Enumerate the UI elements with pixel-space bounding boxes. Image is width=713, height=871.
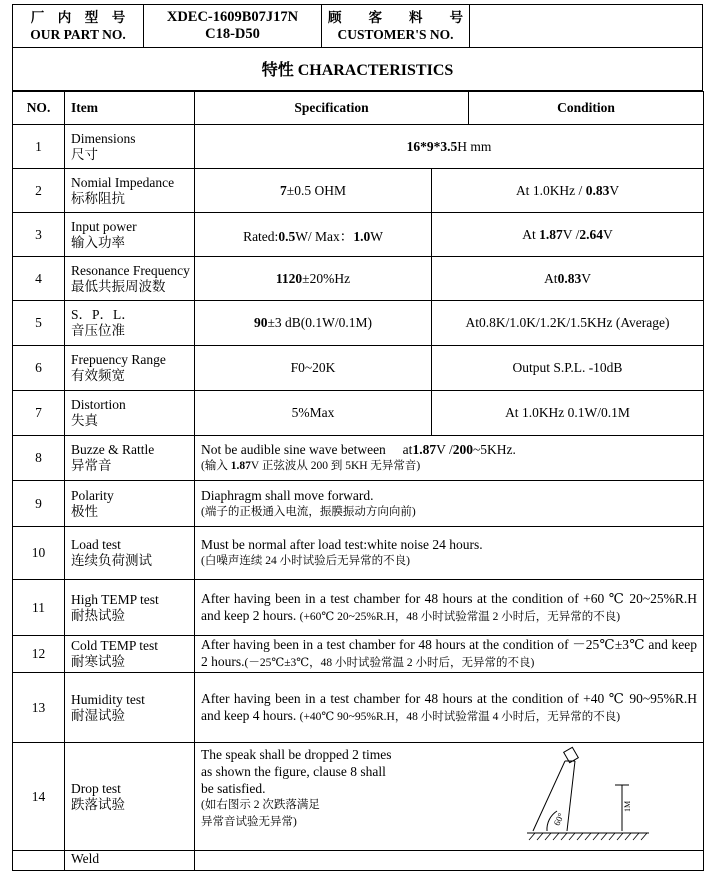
spec-text-cn: (+40℃ 90~95%R.H，48 小时试验常温 4 小时后，无异常的不良) (299, 710, 621, 723)
spec-cell (195, 125, 704, 169)
spec-text: V / (436, 442, 453, 457)
item-cn: 耐湿试验 (71, 707, 125, 723)
item-en: Load test (71, 537, 121, 552)
row-no: 5 (13, 301, 65, 346)
spec-text: Not be audible sine wave between at (201, 442, 413, 457)
table-row (13, 527, 704, 580)
table-row (13, 436, 704, 481)
spec-cell (195, 743, 704, 851)
table-row (13, 125, 704, 169)
item-en: Input power (71, 218, 137, 234)
row-no: 9 (13, 481, 65, 527)
row-no: 2 (13, 169, 65, 213)
spec-bold: 1120 (275, 270, 303, 286)
spec-line-cn: (如右图示 2 次跌落满足 (201, 799, 320, 811)
customer-label-en: CUSTOMER'S NO. (337, 27, 454, 42)
item-cell (65, 391, 195, 436)
table-row (13, 391, 704, 436)
spec-cell: F0~20K (195, 346, 432, 391)
spec-text: H mm (457, 138, 492, 154)
item-en: Polarity (71, 487, 114, 503)
spec-bold: 90 (253, 315, 268, 330)
spec-cell (195, 673, 704, 743)
part-value-line1: XDEC-1609B07J17N (166, 9, 299, 25)
our-part-no-label (13, 5, 144, 47)
cond-text: At (522, 226, 540, 242)
spec-cell (195, 636, 704, 673)
characteristics-table (12, 91, 704, 871)
col-item: Item (65, 92, 195, 125)
item-en: S．P．L． (71, 307, 135, 322)
spec-line (201, 441, 697, 458)
row-no: 8 (13, 436, 65, 481)
spec-cell (195, 527, 704, 580)
item-cn: 极性 (71, 503, 98, 519)
document-header (12, 4, 703, 48)
cond-text: V (603, 226, 613, 242)
cond-suffix: V (609, 182, 620, 198)
spec-cell (195, 481, 704, 527)
item-cell (65, 257, 195, 301)
item-cell (65, 436, 195, 481)
cond-bold: 2.64 (579, 226, 603, 242)
item-en: Drop test (71, 780, 121, 796)
spec-bold: 0.5 (278, 228, 296, 244)
item-cn: 异常音 (71, 458, 112, 473)
cond-bold: 0.83 (557, 270, 582, 286)
item-cn: 连续负荷测试 (71, 553, 152, 568)
drop-test-speaker (564, 747, 579, 762)
cond-cell (432, 213, 704, 257)
spec-text: Rated: (243, 228, 279, 244)
item-en: Resonance Frequency (71, 262, 190, 278)
item-en: Distortion (71, 397, 126, 412)
item-cn: 音压位准 (71, 323, 125, 338)
spec-bold: 1.87 (230, 460, 251, 472)
spec-cell (195, 213, 432, 257)
spec-text: After having been in a test chamber for 48 hours at the condition of +60 ℃ 20~25%R.H and keep 2 hours. (201, 590, 697, 623)
table-row (13, 580, 704, 636)
item-cell (65, 636, 195, 673)
spec-cell (195, 580, 704, 636)
drop-test-height-label: 1M (623, 800, 632, 812)
spec-line: The speak shall be dropped 2 times (201, 747, 392, 762)
spec-bold: 200 (452, 442, 473, 457)
spec-text: After having been in a test chamber for 48 hours at the condition of +40 ℃ 90~95%R.H and keep 4 hours. (201, 690, 697, 723)
part-label-en: OUR PART NO. (30, 27, 126, 42)
cond-cell (432, 257, 704, 301)
spec-text: W/ Max： (295, 228, 354, 244)
spec-cell (195, 436, 704, 481)
item-cell (65, 481, 195, 527)
spec-bold: 7 (280, 182, 287, 198)
cond-bold: 0.83 (585, 182, 610, 198)
spec-text: ~5KHz. (472, 442, 516, 457)
item-cell (65, 125, 195, 169)
row-no: 10 (13, 527, 65, 580)
item-cn: 有效频宽 (71, 368, 125, 383)
spec-line: be satisfied. (201, 781, 266, 796)
spec-bold: 1.0 (353, 228, 371, 244)
item-cell (65, 527, 195, 580)
table-row (13, 257, 704, 301)
item-cell (65, 346, 195, 391)
cond-bold: 1.87 (539, 226, 563, 242)
item-cn: 输入功率 (71, 234, 125, 250)
item-cell (65, 213, 195, 257)
table-row (13, 481, 704, 527)
item-cn: 最低共振周波数 (71, 278, 166, 294)
item-en: High TEMP test (71, 591, 159, 607)
drop-test-ground-hatch (529, 833, 647, 840)
row-no: 1 (13, 125, 65, 169)
cond-cell: Output S.P.L. -10dB (432, 346, 704, 391)
item-en: Dimensions (71, 130, 136, 146)
spec-line-cn: (端子的正极通入电流，振膜振动方向向前) (201, 505, 416, 518)
cond-text: At (544, 270, 558, 286)
table-row (13, 636, 704, 673)
item-cn: 耐热试验 (71, 607, 125, 623)
item-cell (65, 743, 195, 851)
item-cn: 标称阻抗 (71, 190, 125, 206)
spec-line: as shown the figure, clause 8 shall (201, 764, 386, 779)
item-cell (65, 169, 195, 213)
item-cell (65, 673, 195, 743)
spec-cell (195, 257, 432, 301)
row-no: 3 (13, 213, 65, 257)
spec-line: Must be normal after load test:white noise 24 hours. (201, 537, 483, 552)
spec-text: (输入 (201, 460, 231, 472)
drop-test-figure (517, 745, 659, 847)
spec-cell (195, 169, 432, 213)
item-cn: 耐寒试验 (71, 654, 125, 669)
customer-no-value (470, 5, 702, 47)
item-cn: 跌落试验 (71, 796, 125, 812)
drop-test-slope-inner (567, 761, 575, 831)
table-row (13, 213, 704, 257)
spec-text-cn: (+60℃ 20~25%R.H，48 小时试验常温 2 小时后，无异常的不良) (299, 610, 621, 623)
table-header-row (13, 92, 704, 125)
row-no: 12 (13, 636, 65, 673)
cond-text: At 1.0KHz / (515, 182, 586, 198)
table-row (13, 673, 704, 743)
item-cn: 失真 (71, 413, 98, 428)
spec-line: Diaphragm shall move forward. (201, 487, 374, 503)
item-en: Weld (71, 851, 100, 866)
customer-no-label (322, 5, 470, 47)
spec-text: ±20%Hz (302, 270, 351, 286)
table-row (13, 346, 704, 391)
item-en: Frepuency Range (71, 352, 166, 367)
spec-line-cn (201, 458, 697, 475)
spec-line-cn: 异常音试验无异常) (201, 816, 297, 828)
table-row (13, 169, 704, 213)
spec-text: V 正弦波从 200 到 5KH 无异常音) (250, 460, 421, 472)
spec-bold: 16*9*3.5 (406, 138, 458, 154)
row-no: 7 (13, 391, 65, 436)
table-row (13, 743, 704, 851)
item-cell (65, 301, 195, 346)
spec-text-cn: (－25℃±3℃，48 小时试验常温 2 小时后，无异常的不良) (244, 657, 535, 669)
spec-text: ±0.5 OHM (286, 182, 346, 198)
part-label-cn: 厂 内 型 号 (30, 10, 126, 25)
item-en: Cold TEMP test (71, 638, 159, 653)
cond-cell: At0.8K/1.0K/1.2K/1.5KHz (Average) (432, 301, 704, 346)
cond-cell: At 1.0KHz 0.1W/0.1M (432, 391, 704, 436)
spec-text: ±3 dB(0.1W/0.1M) (267, 315, 373, 330)
spec-text: W (370, 228, 383, 244)
table-row (13, 301, 704, 346)
spec-line-cn: (白噪声连续 24 小时试验后无异常的不良) (201, 555, 410, 567)
item-cn: 尺寸 (71, 146, 98, 162)
our-part-no-value (144, 5, 322, 47)
characteristics-title: 特性 CHARACTERISTICS (12, 47, 703, 91)
cond-cell (432, 169, 704, 213)
spec-cell (195, 301, 432, 346)
cond-text: V (581, 270, 591, 286)
part-value-line2: C18-D50 (205, 26, 260, 42)
item-cell (65, 580, 195, 636)
item-en: Humidity test (71, 691, 145, 707)
item-en: Nomial Impedance (71, 174, 175, 190)
spec-text: After having been in a test chamber for 48 hours at the condition of －25℃±3℃ and keep 2 hours. (201, 637, 697, 669)
drop-test-angle-label: 60° (551, 811, 567, 828)
col-condition: Condition (469, 92, 704, 125)
row-no: 13 (13, 673, 65, 743)
cond-text: V / (562, 226, 580, 242)
spec-bold: 1.87 (412, 442, 437, 457)
col-no: NO. (13, 92, 65, 125)
row-no: 14 (13, 743, 65, 851)
spec-cell: 5%Max (195, 391, 432, 436)
item-en: Buzze & Rattle (71, 442, 155, 457)
row-no: 6 (13, 346, 65, 391)
customer-label-cn: 顾 客 料 号 (328, 10, 463, 25)
col-specification: Specification (195, 92, 469, 125)
row-no: 4 (13, 257, 65, 301)
row-no: 11 (13, 580, 65, 636)
